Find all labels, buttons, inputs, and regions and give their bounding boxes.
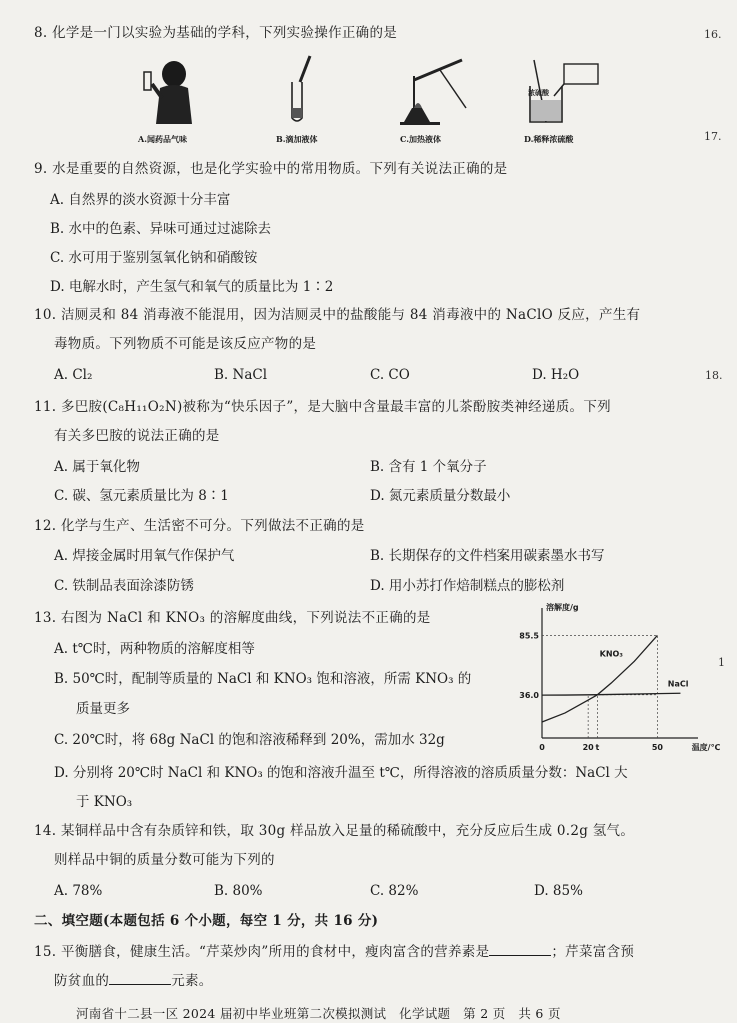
q15-answer-blank-1[interactable] <box>489 955 551 956</box>
q13-option-c: C. 20℃时，将 68g NaCl 的饱和溶液稀释到 20%，需加水 32g <box>54 732 445 748</box>
q8-figure-c-heating <box>400 56 472 126</box>
series-line-kno3 <box>542 635 657 722</box>
x-tick-label: 50 <box>651 743 663 752</box>
q13-option-a: A. t℃时，两种物质的溶解度相等 <box>54 641 255 657</box>
q15-stem-line1 <box>34 943 634 961</box>
section-2-heading: 二、填空题(本题包括 6 个小题，每空 1 分，共 16 分) <box>34 913 379 929</box>
q10-option-b: B. NaCl <box>214 367 268 383</box>
q14-stem-line2: 则样品中铜的质量分数可能为下列的 <box>54 852 275 868</box>
q13-option-d-line2: 于 KNO₃ <box>76 794 133 810</box>
q13-stem: 13. 右图为 NaCl 和 KNO₃ 的溶解度曲线，下列说法不正确的是 <box>34 610 431 626</box>
q15-text-2a: 防贫血的 <box>54 973 110 989</box>
q12-option-a: A. 焊接金属时用氧气作保护气 <box>54 548 235 564</box>
margin-mark-18: 18. <box>705 369 723 382</box>
margin-mark-17: 17. <box>704 130 722 143</box>
q11-option-c: C. 碳、氢元素质量比为 8∶1 <box>54 488 229 504</box>
q11-option-d: D. 氮元素质量分数最小 <box>370 488 511 504</box>
q11-option-a: A. 属于氧化物 <box>54 459 140 475</box>
y-axis-label: 溶解度/g <box>546 603 579 612</box>
q13-option-b-line2: 质量更多 <box>76 701 130 717</box>
q14-stem-line1: 14. 某铜样品中含有杂质锌和铁，取 30g 样品放入足量的稀硫酸中，充分反应后生成 0.2g 氢气。 <box>34 823 635 839</box>
legend-nacl: NaCl <box>667 679 689 689</box>
q8-figure-b-dropper <box>284 52 314 126</box>
q10-stem-line1: 10. 洁厕灵和 84 消毒液不能混用，因为洁厕灵中的盐酸能与 84 消毒液中的 NaClO 反应，产生有 <box>34 307 641 323</box>
margin-mark-16: 16. <box>704 28 722 41</box>
chart-labels-group <box>519 602 720 752</box>
x-tick-label: t <box>595 743 600 752</box>
q8-caption-a: A.闻药品气味 <box>138 134 187 144</box>
q12-option-d: D. 用小苏打作焙制糕点的膨松剂 <box>370 578 565 594</box>
q11-stem-line1: 11. 多巴胺(C₈H₁₁O₂N)被称为“快乐因子”，是大脑中含量最丰富的儿茶酚胺类神经递质。下列 <box>34 399 611 415</box>
q10-stem-line2: 毒物质。下列物质不可能是该反应产物的是 <box>54 336 317 352</box>
q15-text-1a: 15. 平衡膳食，健康生活。“芹菜炒肉”所用的食材中，瘦肉富含的营养素是 <box>34 944 490 960</box>
q8-caption-c: C.加热液体 <box>400 134 442 144</box>
chart-axes <box>542 608 698 738</box>
q15-text-2b: 元素。 <box>171 973 213 989</box>
q13-option-b-line1: B. 50℃时，配制等质量的 NaCl 和 KNO₃ 饱和溶液，所需 KNO₃ 的 <box>54 671 472 687</box>
q11-stem-line2: 有关多巴胺的说法正确的是 <box>54 428 220 444</box>
q9-option-a: A. 自然界的淡水资源十分丰富 <box>50 192 231 208</box>
x-tick-label: 0 <box>539 743 545 752</box>
q9-option-d: D. 电解水时，产生氢气和氧气的质量比为 1∶2 <box>50 279 334 295</box>
q9-option-b: B. 水中的色素、异味可通过过滤除去 <box>50 221 272 237</box>
page-footer: 河南省十二县一区 2024 届初中毕业班第二次模拟测试 化学试题 第 2 页 共 6 页 <box>76 1006 561 1021</box>
x-tick-label: 20 <box>582 743 594 752</box>
q10-option-d: D. H₂O <box>532 367 580 383</box>
q8-label-conc-acid: 浓硫酸 <box>528 88 549 97</box>
q8-stem: 8. 化学是一门以实验为基础的学科，下列实验操作正确的是 <box>34 25 398 41</box>
q14-option-d: D. 85% <box>534 883 583 899</box>
q14-option-b: B. 80% <box>214 883 263 899</box>
q8-figure-a-smelling <box>140 58 200 126</box>
chart-series-group <box>542 635 680 722</box>
q12-option-c: C. 铁制品表面涂漆防锈 <box>54 578 194 594</box>
y-tick-label: 85.5 <box>519 631 539 641</box>
q13-option-d-line1: D. 分别将 20℃时 NaCl 和 KNO₃ 的饱和溶液升温至 t℃，所得溶液的溶质质量分数：NaCl 大 <box>54 765 628 781</box>
q14-option-c: C. 82% <box>370 883 419 899</box>
x-axis-label: 温度/℃ <box>691 743 721 752</box>
q9-stem: 9. 水是重要的自然资源，也是化学实验中的常用物质。下列有关说法正确的是 <box>34 161 508 177</box>
q15-text-1b: ；芹菜富含预 <box>551 944 635 960</box>
q10-option-a: A. Cl₂ <box>54 367 93 383</box>
q10-option-c: C. CO <box>370 367 410 383</box>
legend-kno3: KNO₃ <box>599 649 623 659</box>
q8-caption-b: B.滴加液体 <box>276 134 318 144</box>
q12-stem: 12. 化学与生产、生活密不可分。下列做法不正确的是 <box>34 518 365 534</box>
y-tick-label: 36.0 <box>519 690 539 700</box>
margin-mark-19: 1 <box>718 656 725 669</box>
q12-option-b: B. 长期保存的文件档案用碳素墨水书写 <box>370 548 605 564</box>
q11-option-b: B. 含有 1 个氧分子 <box>370 459 487 475</box>
solubility-chart <box>516 600 721 752</box>
series-line-nacl <box>542 693 680 695</box>
q9-option-c: C. 水可用于鉴别氢氧化钠和硝酸铵 <box>50 250 258 266</box>
q8-caption-d: D.稀释浓硫酸 <box>524 134 574 144</box>
q15-stem-line2 <box>54 972 213 990</box>
q14-option-a: A. 78% <box>54 883 103 899</box>
q15-answer-blank-2[interactable] <box>109 984 171 985</box>
